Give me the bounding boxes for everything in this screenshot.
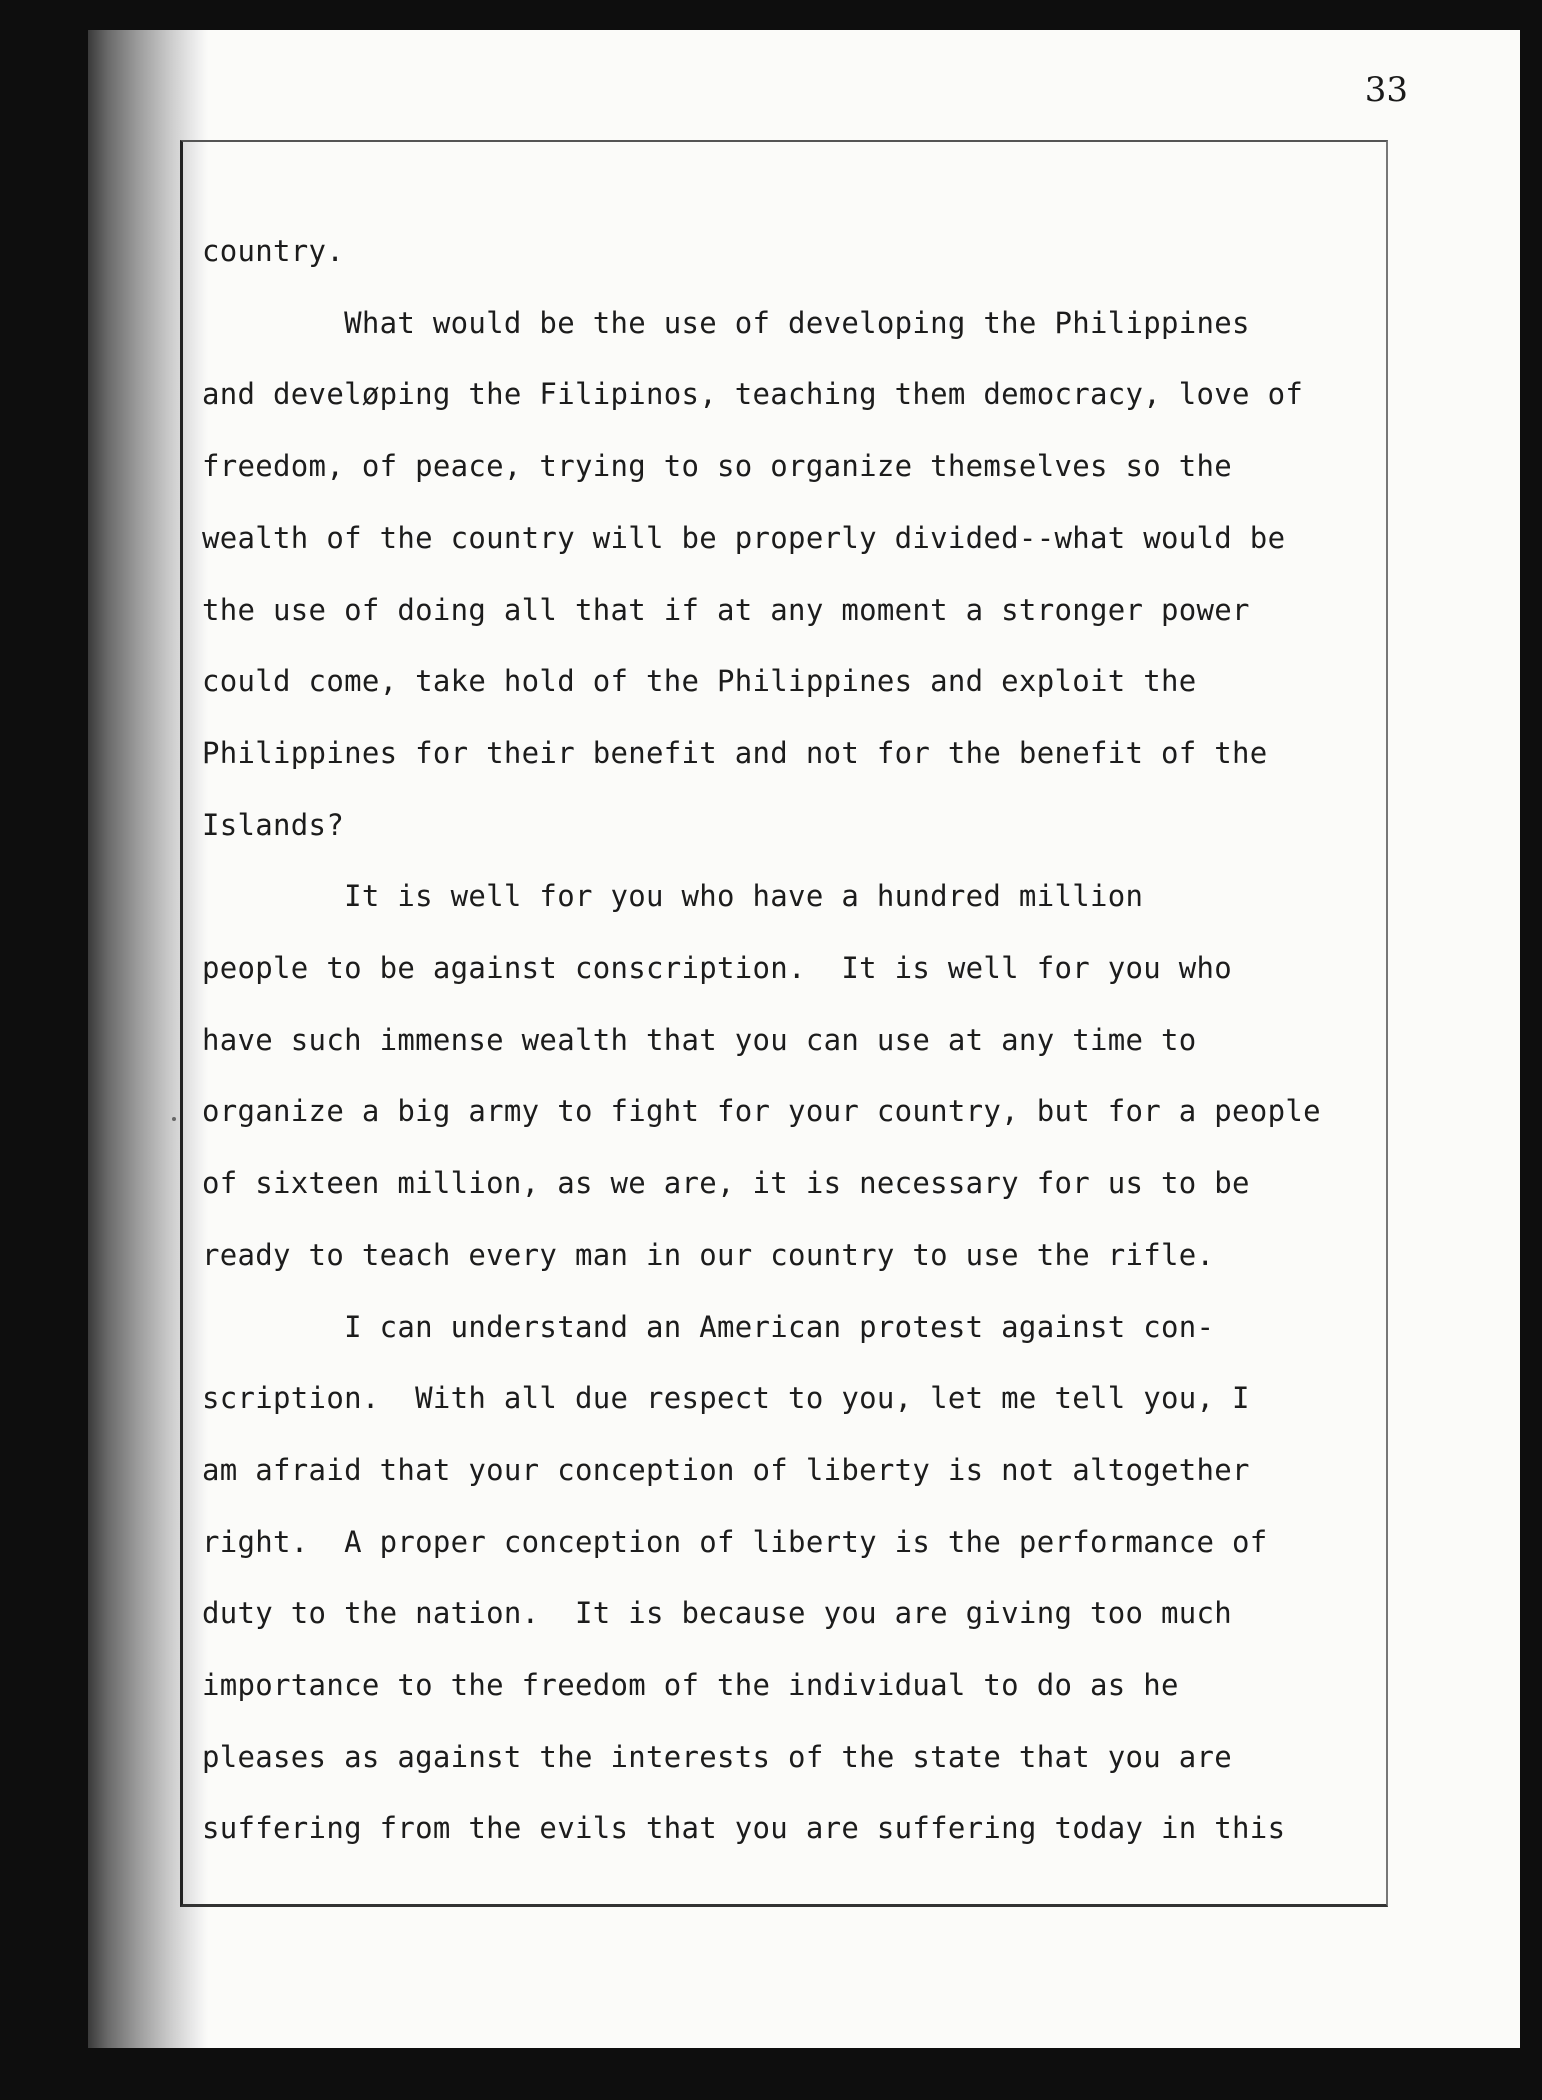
text-line: ready to teach every man in our country to use the rifle.	[202, 1237, 1215, 1272]
text-line: duty to the nation. It is because you are giving too much	[202, 1596, 1233, 1631]
text-line: Philippines for their benefit and not for the benefit of the	[202, 735, 1268, 770]
text-line: could come, take hold of the Philippines and exploit the	[202, 664, 1197, 699]
text-line: organize a big army to fight for your country, but for a people	[202, 1094, 1321, 1129]
scan-speck	[172, 1117, 176, 1121]
text-line: Islands?	[202, 807, 345, 842]
text-line: people to be against conscription. It is well for you who	[202, 951, 1233, 986]
text-line: have such immense wealth that you can use at any time to	[202, 1022, 1197, 1057]
text-line: importance to the freedom of the individual to do as he	[202, 1668, 1179, 1703]
text-line: right. A proper conception of liberty is the performance of	[202, 1524, 1268, 1559]
text-line: scription. With all due respect to you, let me tell you, I	[202, 1381, 1250, 1416]
text-line: am afraid that your conception of liberty is not altogether	[202, 1452, 1250, 1487]
typewritten-body	[202, 216, 1392, 1865]
text-line: country.	[202, 234, 345, 268]
text-line: It is well for you who have a hundred million	[202, 879, 1144, 914]
text-line: and develøping the Filipinos, teaching them democracy, love of	[202, 377, 1304, 412]
text-line: wealth of the country will be properly divided--what would be	[202, 520, 1286, 555]
page-number: 33	[1364, 70, 1408, 110]
scanned-page	[88, 30, 1520, 2048]
text-line: suffering from the evils that you are suffering today in this	[202, 1811, 1286, 1846]
text-line: pleases as against the interests of the state that you are	[202, 1739, 1233, 1774]
text-line: of sixteen million, as we are, it is necessary for us to be	[202, 1166, 1250, 1201]
text-line: What would be the use of developing the Philippines	[202, 305, 1250, 340]
text-line: the use of doing all that if at any moment a stronger power	[202, 592, 1250, 627]
text-line: I can understand an American protest against con-	[202, 1309, 1215, 1344]
text-line: freedom, of peace, trying to so organize themselves so the	[202, 449, 1233, 484]
